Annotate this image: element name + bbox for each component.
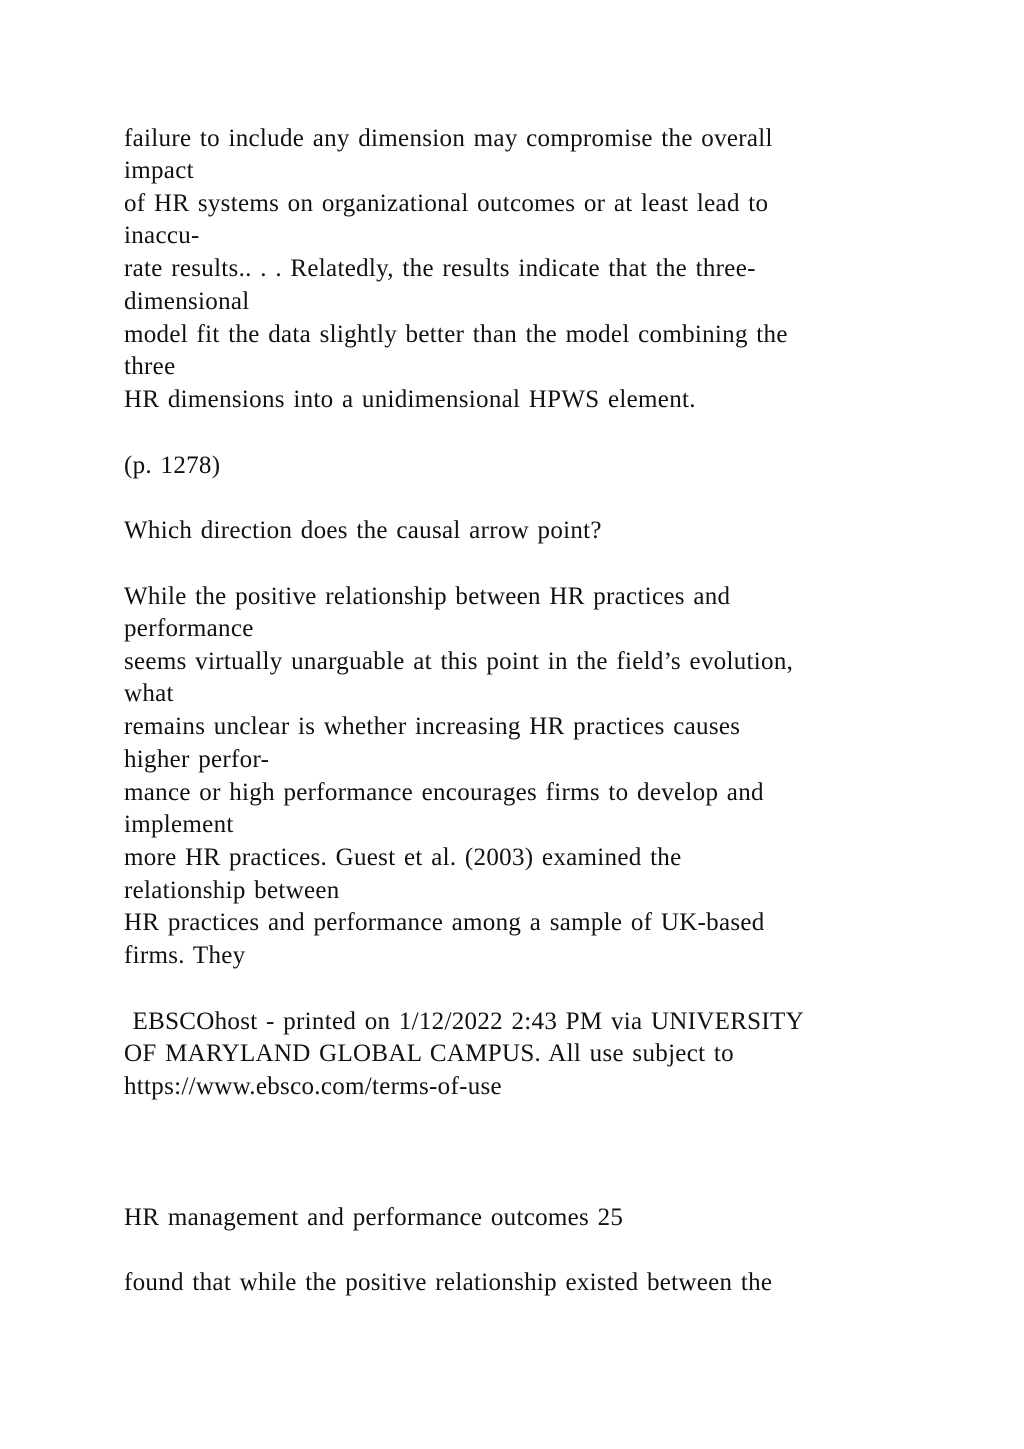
- text-line: rate results.. . . Relatedly, the results indicate that the three-: [124, 255, 756, 282]
- text-line: performance: [124, 615, 254, 642]
- ebsco-notice-line: OF MARYLAND GLOBAL CAMPUS. All use subject to: [124, 1040, 734, 1067]
- text-line: higher perfor-: [124, 746, 270, 773]
- text-line: inaccu-: [124, 222, 200, 249]
- text-line: model fit the data slightly better than the model combining the: [124, 321, 788, 348]
- text-line: impact: [124, 157, 194, 184]
- text-line: seems virtually unarguable at this point in the field’s evolution,: [124, 648, 794, 675]
- text-line: dimensional: [124, 288, 250, 315]
- page-citation: (p. 1278): [124, 452, 221, 479]
- text-line: three: [124, 353, 176, 380]
- running-header: HR management and performance outcomes 25: [124, 1204, 624, 1231]
- text-line: While the positive relationship between HR practices and: [124, 583, 731, 610]
- text-line: more HR practices. Guest et al. (2003) examined the: [124, 844, 682, 871]
- ebsco-notice-line: EBSCOhost - printed on 1/12/2022 2:43 PM via UNIVERSITY: [124, 1008, 804, 1035]
- text-line: implement: [124, 811, 234, 838]
- text-line: remains unclear is whether increasing HR practices causes: [124, 713, 741, 740]
- section-question: Which direction does the causal arrow point?: [124, 517, 602, 544]
- text-line: of HR systems on organizational outcomes or at least lead to: [124, 190, 769, 217]
- text-line: relationship between: [124, 877, 340, 904]
- terms-of-use-link[interactable]: https://www.ebsco.com/terms-of-use: [124, 1073, 502, 1100]
- text-line: firms. They: [124, 942, 246, 969]
- text-line: found that while the positive relationship existed between the: [124, 1269, 773, 1296]
- text-line: HR practices and performance among a sample of UK-based: [124, 909, 765, 936]
- text-line: HR dimensions into a unidimensional HPWS element.: [124, 386, 696, 413]
- text-line: failure to include any dimension may compromise the overall: [124, 125, 773, 152]
- text-line: what: [124, 680, 174, 707]
- text-line: mance or high performance encourages firms to develop and: [124, 779, 764, 806]
